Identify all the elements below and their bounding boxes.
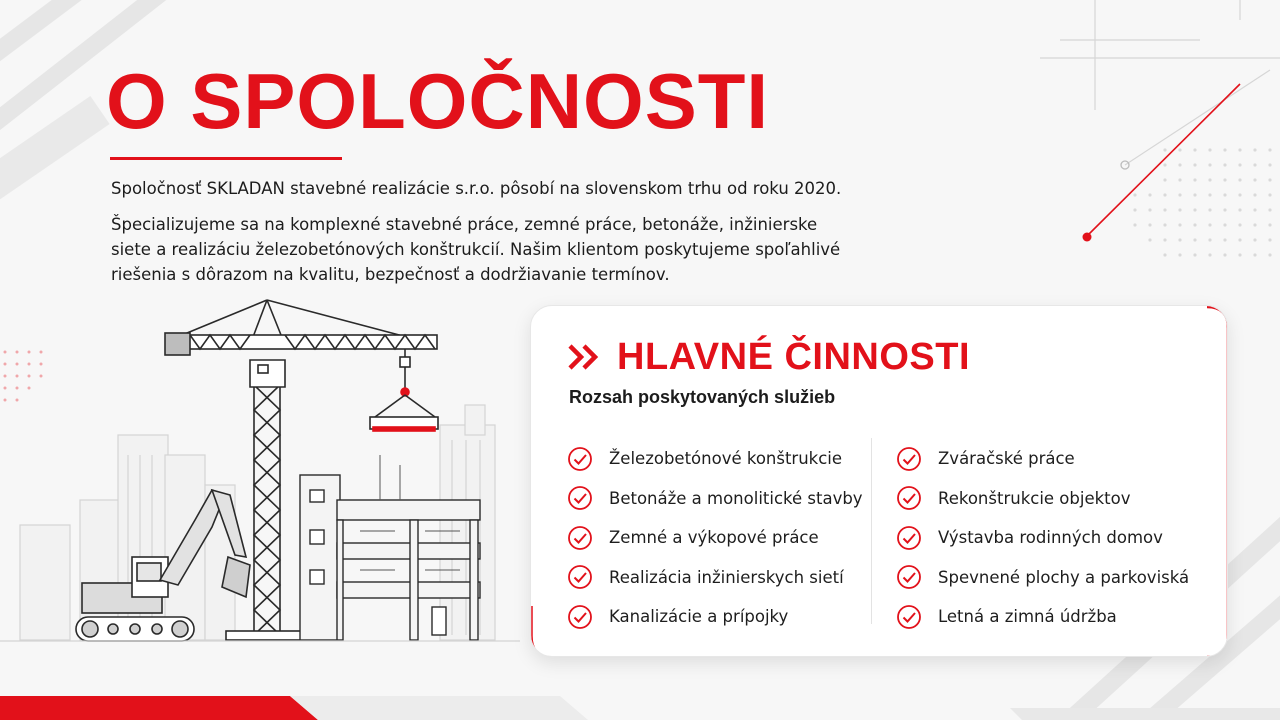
list-item	[896, 518, 1189, 558]
list-item	[567, 558, 863, 598]
list-item	[896, 479, 1189, 519]
check-circle-icon	[567, 564, 593, 590]
list-item	[567, 439, 863, 479]
list-item-label: Výstavba rodinných domov	[938, 528, 1163, 548]
list-item	[567, 479, 863, 519]
list-item	[896, 597, 1189, 637]
list-item	[567, 518, 863, 558]
check-circle-icon	[896, 485, 922, 511]
check-circle-icon	[896, 604, 922, 630]
list-item-label: Zemné a výkopové práce	[609, 528, 819, 548]
check-circle-icon	[567, 525, 593, 551]
list-item-label: Rekonštrukcie objektov	[938, 488, 1131, 508]
activities-title: HLAVNÉ ČINNOSTI	[617, 336, 971, 378]
bottom-accent-band	[0, 690, 1280, 720]
check-circle-icon	[896, 564, 922, 590]
activities-list-left	[567, 439, 863, 637]
column-divider	[871, 438, 872, 624]
list-item	[896, 439, 1189, 479]
double-chevron-right-icon	[567, 342, 607, 372]
list-item-label: Zváračské práce	[938, 449, 1075, 469]
check-circle-icon	[896, 525, 922, 551]
list-item-label: Realizácia inžinierskych sietí	[609, 567, 844, 587]
check-circle-icon	[896, 446, 922, 472]
list-item	[567, 597, 863, 637]
title-underline	[110, 157, 342, 160]
check-circle-icon	[567, 485, 593, 511]
activities-list-right	[896, 439, 1189, 637]
page-title: O SPOLOČNOSTI	[106, 57, 770, 145]
construction-illustration	[0, 295, 530, 655]
check-circle-icon	[567, 604, 593, 630]
intro-paragraph-1: Spoločnosť SKLADAN stavebné realizácie s.r.o. pôsobí na slovenskom trhu od roku 2020.	[111, 179, 842, 198]
intro-paragraph-2: Špecializujeme sa na komplexné stavebné práce, zemné práce, betonáže, inžinierske siete a realizáciu železobetónových konštrukcií. Našim klientom poskytujeme spoľahlivé riešenia s dôrazom na kvalitu, bezpečnosť a dodržiavanie termínov.	[111, 215, 841, 284]
list-item-label: Železobetónové konštrukcie	[609, 449, 843, 469]
list-item-label: Letná a zimná údržba	[938, 607, 1117, 627]
list-item-label: Kanalizácie a prípojky	[609, 607, 789, 627]
activities-card	[530, 305, 1228, 657]
check-circle-icon	[567, 446, 593, 472]
list-item	[896, 558, 1189, 598]
activities-subtitle: Rozsah poskytovaných služieb	[569, 387, 836, 407]
list-item-label: Spevnené plochy a parkoviská	[938, 567, 1190, 587]
list-item-label: Betonáže a monolitické stavby	[609, 488, 863, 508]
